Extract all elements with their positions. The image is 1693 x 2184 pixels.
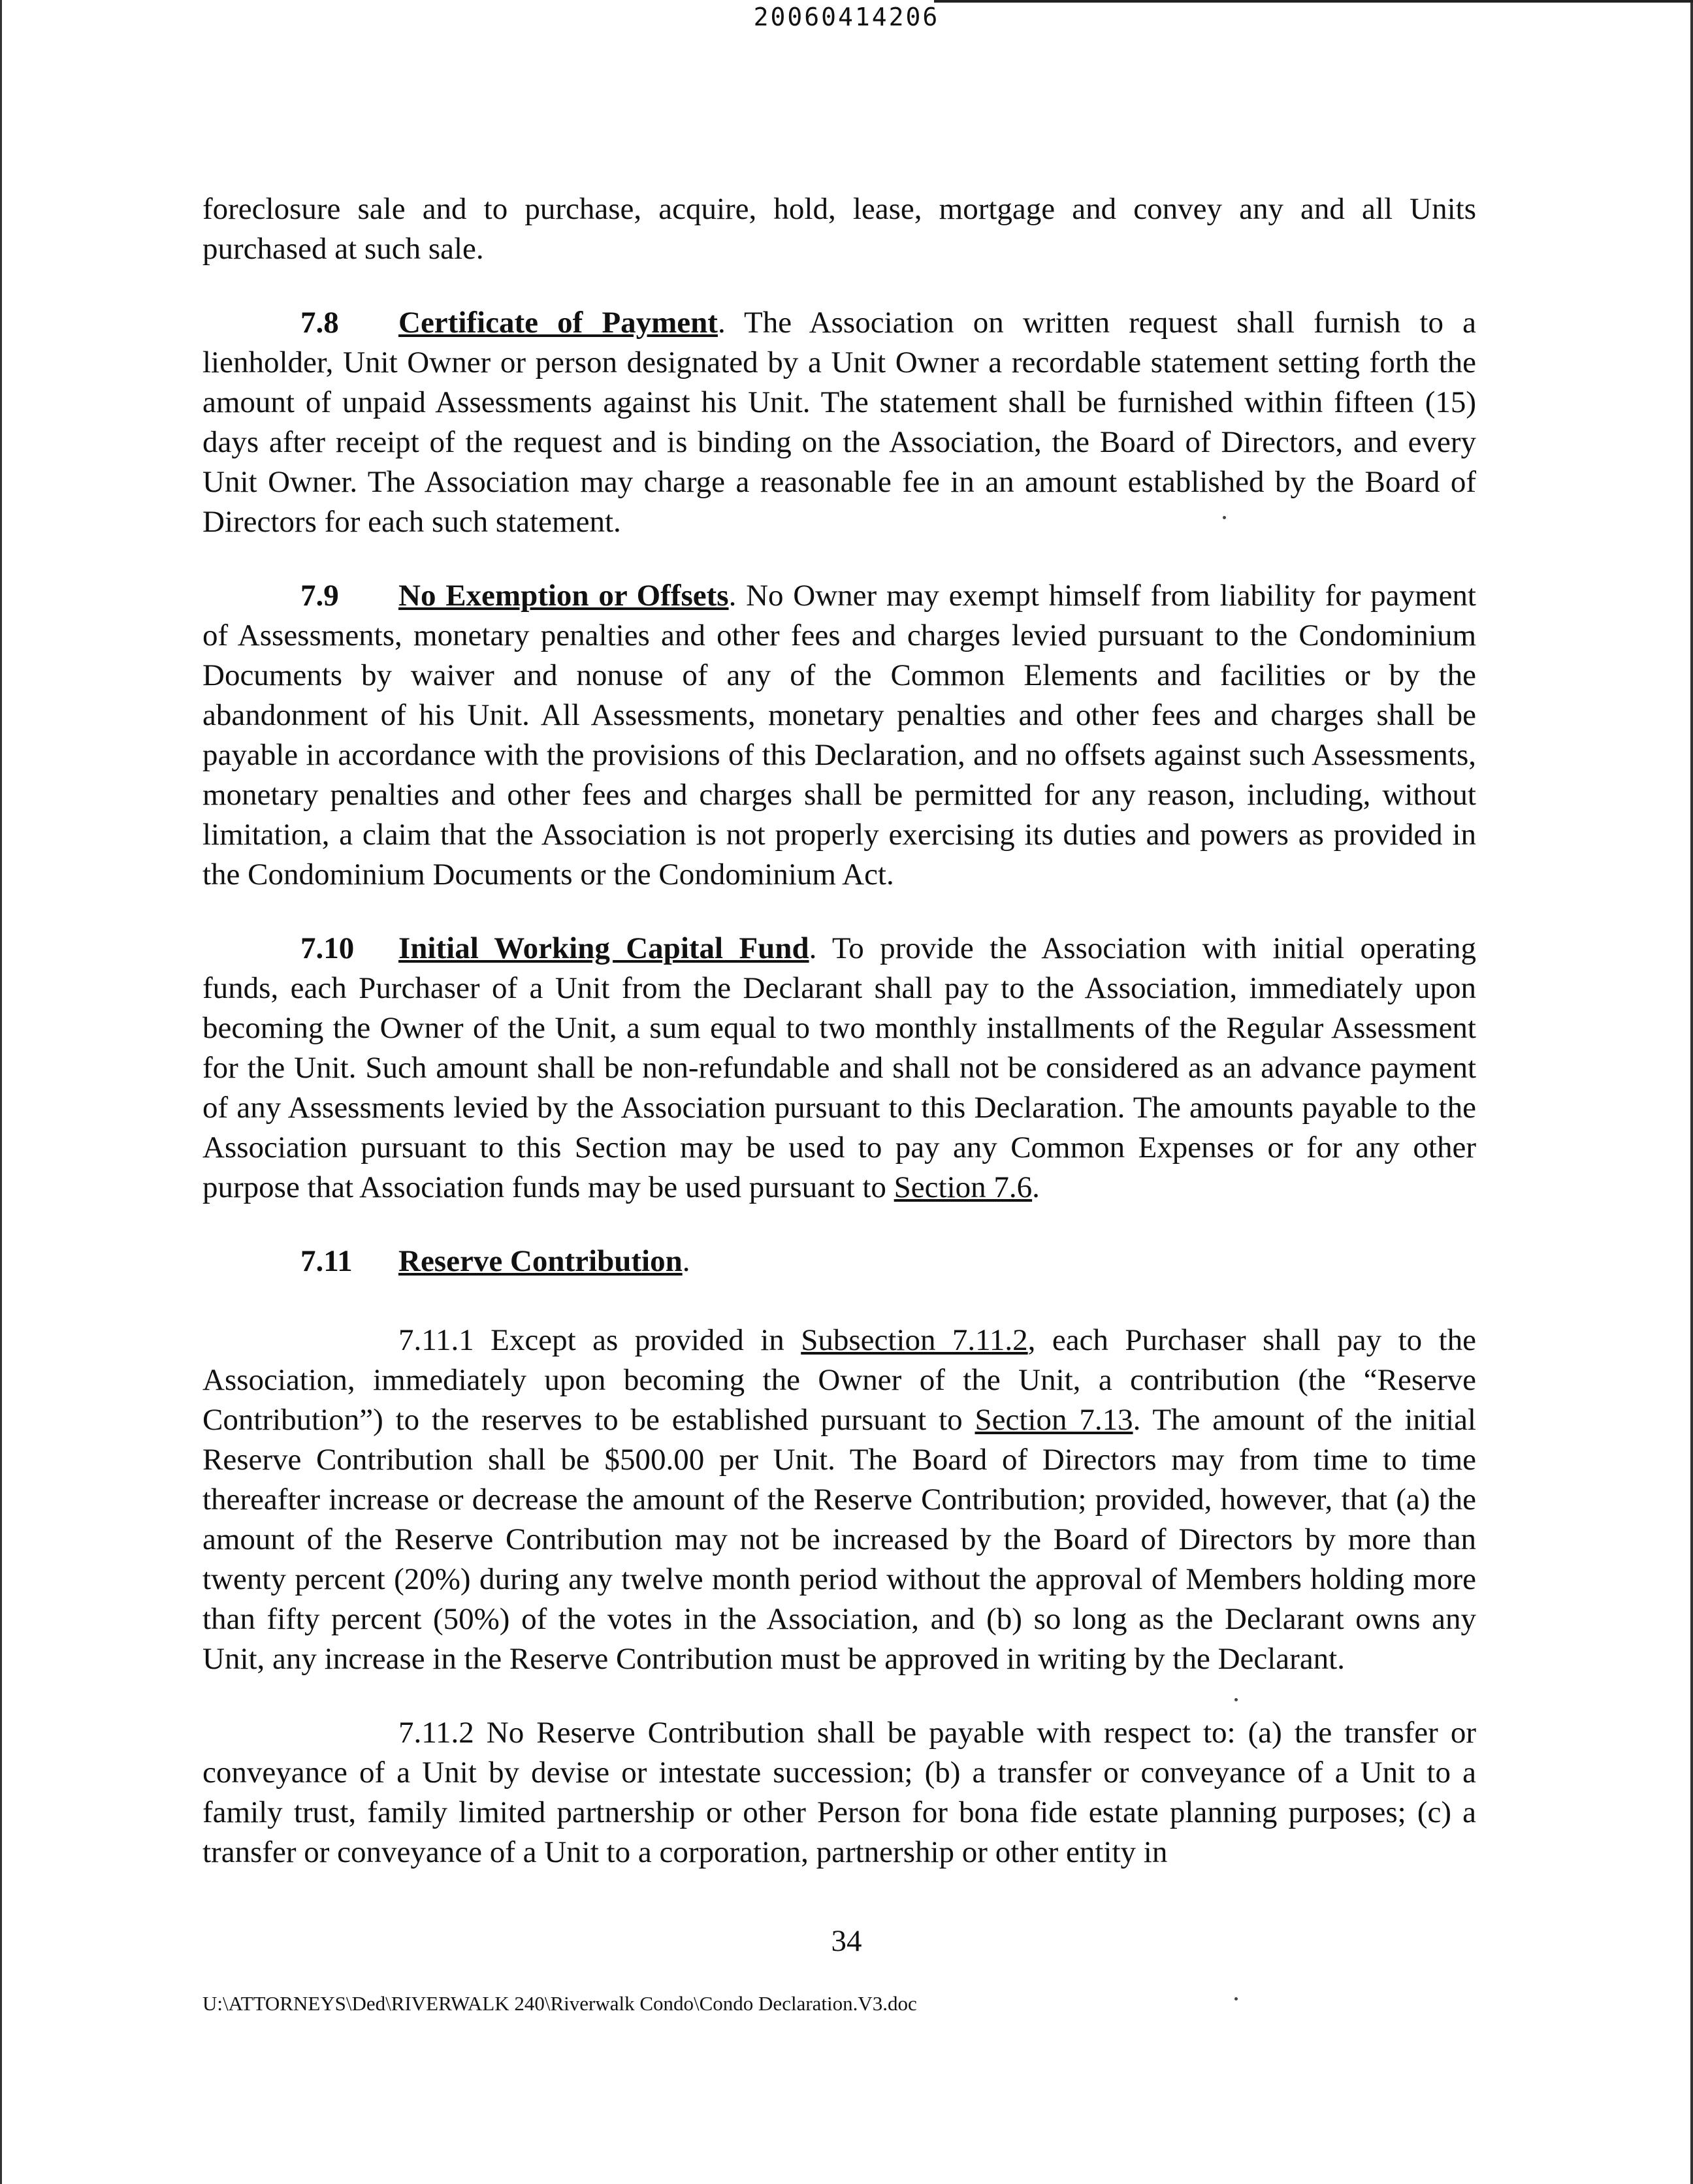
scan-speck: [1234, 1997, 1238, 2000]
subsection-text: 7.11.1 Except as provided in: [398, 1323, 801, 1357]
page-number: 34: [831, 1924, 862, 1958]
scan-right-edge: [1690, 0, 1693, 2184]
section-text-end: .: [682, 1244, 690, 1278]
section-text: . The Association on written request shall furnish to a lienholder, Unit Owner or person designated by a Unit Owner a recordable statement setting forth the amount of unpaid Assessments against his Unit. The statement shall be furnished within fifteen (15) days after receipt of the request and is binding on the Association, the Board of Directors, and every Unit Owner. The Association may charge a reasonable fee in an amount established by the Board of Directors for each such statement.: [202, 306, 1476, 539]
paragraph-continuation: foreclosure sale and to purchase, acquire, hold, lease, mortgage and convey any and all Units purchased at such sale.: [202, 192, 1476, 266]
section-7-10: [202, 929, 1476, 1208]
footer-file-path: U:\ATTORNEYS\Ded\RIVERWALK 240\Riverwalk Condo\Condo Declaration.V3.doc: [202, 1992, 917, 2015]
section-reference: Section 7.6: [894, 1170, 1033, 1204]
section-number: 7.8: [300, 306, 339, 340]
scan-left-edge: [0, 0, 2, 2184]
scan-speck: [1223, 516, 1226, 519]
section-title: No Exemption or Offsets: [398, 579, 729, 613]
subsection-reference: Subsection 7.11.2: [801, 1323, 1028, 1357]
subsection-7-11-1: [202, 1321, 1476, 1679]
section-7-8: [202, 303, 1476, 542]
subsection-text: 7.11.2 No Reserve Contribution shall be payable with respect to: (a) the transfer or conveyance of a Unit by devise or intestate succession; (b) a transfer or conveyance of a Unit to a family trust, family limited partnership or other Person for bona fide estate planning purposes; (c) a transfer or conveyance of a Unit to a corporation, partnership or other entity in: [202, 1716, 1476, 1869]
section-7-9: [202, 576, 1476, 895]
section-title: Reserve Contribution: [398, 1244, 683, 1278]
section-number: 7.10: [300, 931, 355, 965]
section-text: . No Owner may exempt himself from liability for payment of Assessments, monetary penalties and other fees and charges levied pursuant to the Condominium Documents by waiver and nonuse of any of the Common Elements and facilities or by the abandonment of his Unit. All Assessments, monetary penalties and other fees and charges shall be payable in accordance with the provisions of this Declaration, and no offsets against such Assessments, monetary penalties and other fees and charges shall be permitted for any reason, including, without limitation, a claim that the Association is not properly exercising its duties and powers as provided in the Condominium Documents or the Condominium Act.: [202, 579, 1476, 891]
document-body: [202, 189, 1476, 1906]
recording-number: 20060414206: [753, 3, 940, 31]
section-title: Certificate of Payment: [398, 306, 718, 340]
scan-speck: [1234, 1698, 1238, 1701]
section-number: 7.9: [300, 579, 339, 613]
section-text-end: .: [1032, 1170, 1040, 1204]
section-title: Initial Working Capital Fund: [398, 931, 809, 965]
subsection-text: . The amount of the initial Reserve Contribution shall be $500.00 per Unit. The Board of Directors may from time to time thereafter increase or decrease the amount of the Reserve Contribution; provided, however, that (a) the amount of the Reserve Contribution may not be increased by the Board of Directors by more than twenty percent (20%) during any twelve month period without the approval of Members holding more than fifty percent (50%) of the votes in the Association, and (b) so long as the Declarant owns any Unit, any increase in the Reserve Contribution must be approved in writing by the Declarant.: [202, 1403, 1476, 1676]
section-reference: Section 7.13: [975, 1403, 1133, 1437]
section-7-11: [202, 1242, 1476, 1281]
subsection-text: , each Purchaser shall pay to the Association, immediately upon becoming the Owner of the Unit, a contribution (the “Reserve Contribution”) to the reserves to be established pursuant to: [202, 1323, 1476, 1437]
section-text: . To provide the Association with initial operating funds, each Purchaser of a Unit from the Declarant shall pay to the Association, immediately upon becoming the Owner of the Unit, a sum equal to two monthly installments of the Regular Assessment for the Unit. Such amount shall be non-refundable and shall not be considered as an advance payment of any Assessments levied by the Association pursuant to this Declaration. The amounts payable to the Association pursuant to this Section may be used to pay any Common Expenses or for any other purpose that Association funds may be used pursuant to: [202, 931, 1476, 1204]
section-number: 7.11: [300, 1244, 353, 1278]
subsection-7-11-2: [202, 1713, 1476, 1872]
